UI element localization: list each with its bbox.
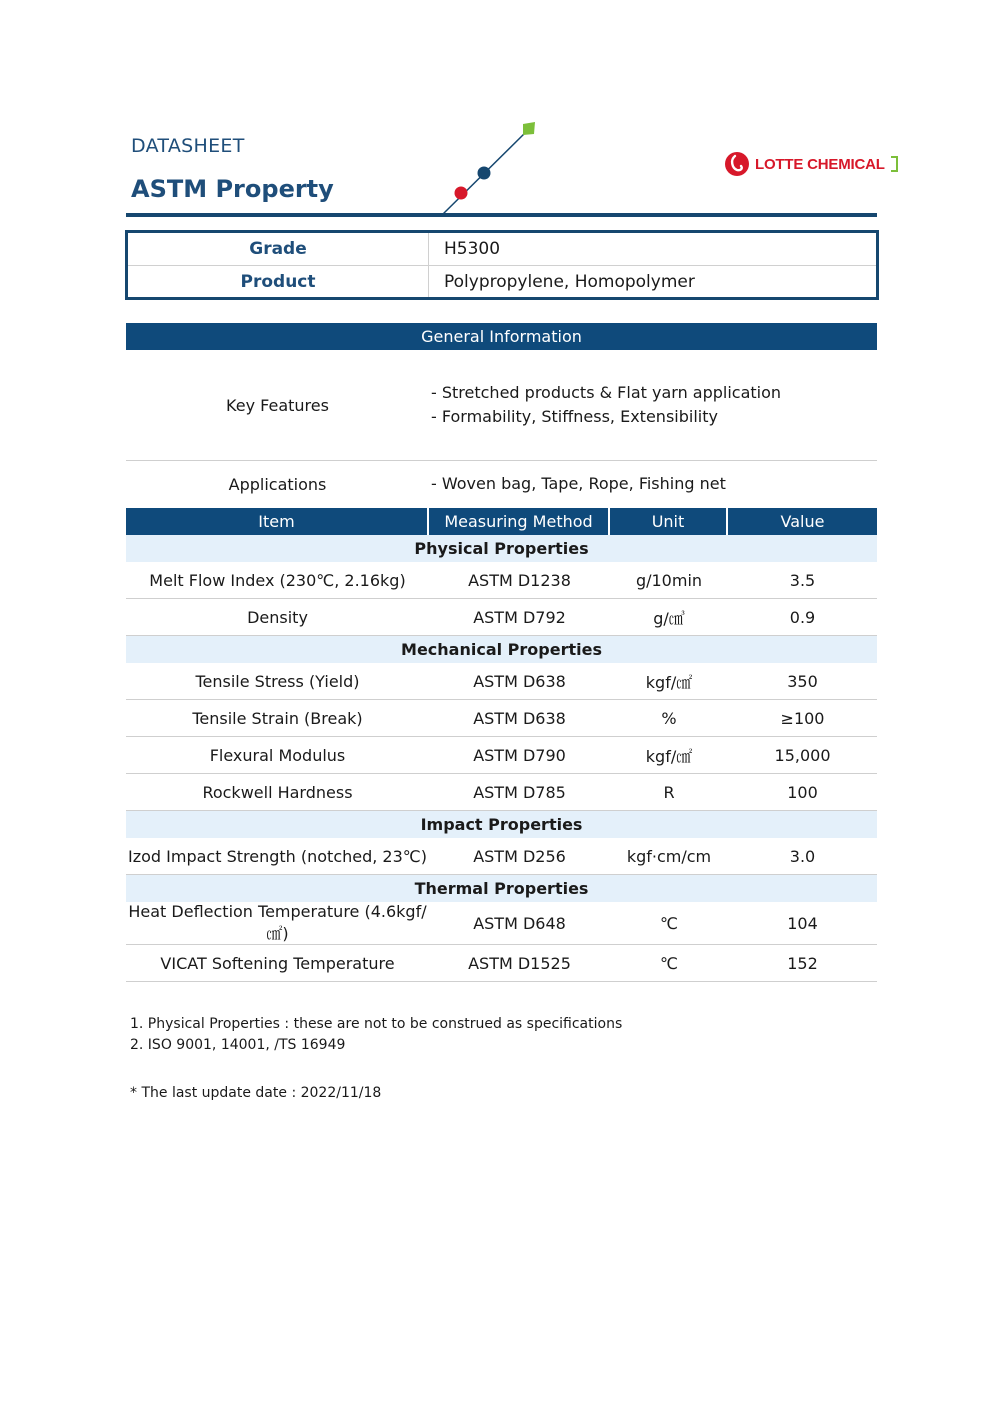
table-row	[126, 663, 877, 700]
key-feature-item: - Stretched products & Flat yarn application	[431, 383, 782, 402]
cell-item: Density	[126, 599, 429, 636]
divider	[126, 460, 877, 461]
cell-method: ASTM D638	[429, 663, 610, 700]
header-unit: Unit	[610, 508, 726, 535]
table-row	[126, 599, 877, 636]
product-row	[128, 266, 876, 297]
cell-item: VICAT Softening Temperature	[126, 945, 429, 982]
cell-method: ASTM D1525	[429, 945, 610, 982]
cell-item: Izod Impact Strength (notched, 23℃)	[126, 838, 429, 875]
properties-table-body	[126, 535, 877, 982]
key-features-label: Key Features	[226, 396, 329, 415]
cell-value: 3.0	[728, 838, 877, 875]
cell-method: ASTM D785	[429, 774, 610, 811]
footnote-line: 1. Physical Properties : these are not to be construed as specifications	[130, 1016, 623, 1032]
section-title: Physical Properties	[126, 535, 877, 562]
cell-unit: ℃	[610, 902, 728, 945]
grade-row	[128, 233, 876, 266]
section-row	[126, 636, 877, 664]
cell-value: 152	[728, 945, 877, 982]
header-value: Value	[728, 508, 877, 535]
cell-method: ASTM D1238	[429, 562, 610, 599]
footnotes	[130, 1014, 622, 1056]
cell-method: ASTM D638	[429, 700, 610, 737]
grade-label: Grade	[128, 233, 429, 265]
cell-value: 350	[728, 663, 877, 700]
applications-value: - Woven bag, Tape, Rope, Fishing net	[431, 474, 726, 493]
header-item: Item	[126, 508, 427, 535]
table-row	[126, 838, 877, 875]
cell-value: 15,000	[728, 737, 877, 774]
section-row	[126, 811, 877, 839]
cell-item: Rockwell Hardness	[126, 774, 429, 811]
cell-value: 0.9	[728, 599, 877, 636]
decorative-line-dots-icon	[436, 118, 546, 218]
table-row	[126, 737, 877, 774]
grade-product-box	[125, 230, 879, 300]
table-row	[126, 945, 877, 982]
logo-bracket-icon	[890, 156, 898, 172]
properties-table	[126, 535, 877, 982]
cell-item: Tensile Stress (Yield)	[126, 663, 429, 700]
cell-method: ASTM D790	[429, 737, 610, 774]
applications-label: Applications	[228, 475, 327, 494]
product-label: Product	[128, 266, 429, 297]
cell-item: Melt Flow Index (230℃, 2.16kg)	[126, 562, 429, 599]
cell-item: Flexural Modulus	[126, 737, 429, 774]
cell-method: ASTM D648	[429, 902, 610, 945]
section-row	[126, 535, 877, 562]
table-row	[126, 562, 877, 599]
general-information-band: General Information	[126, 323, 877, 350]
header-rule	[126, 213, 877, 217]
cell-unit: kgf/㎠	[610, 663, 728, 700]
lotte-chemical-logo	[724, 150, 898, 178]
table-row	[126, 700, 877, 737]
lotte-logo-icon	[724, 150, 750, 178]
cell-unit: kgf·cm/cm	[610, 838, 728, 875]
page-title: ASTM Property	[131, 175, 334, 203]
section-title: Thermal Properties	[126, 875, 877, 903]
cell-unit: %	[610, 700, 728, 737]
table-row	[126, 774, 877, 811]
cell-unit: g/10min	[610, 562, 728, 599]
key-feature-item: - Formability, Stiffness, Extensibility	[431, 407, 718, 426]
cell-unit: g/㎤	[610, 599, 728, 636]
header-method: Measuring Method	[429, 508, 608, 535]
cell-item: Tensile Strain (Break)	[126, 700, 429, 737]
cell-item: Heat Deflection Temperature (4.6kgf/㎠)	[126, 902, 429, 945]
cell-method: ASTM D256	[429, 838, 610, 875]
product-value: Polypropylene, Homopolymer	[444, 272, 695, 292]
last-update-date: * The last update date : 2022/11/18	[130, 1085, 382, 1101]
section-row	[126, 875, 877, 903]
cell-unit: ℃	[610, 945, 728, 982]
section-title: Impact Properties	[126, 811, 877, 839]
cell-value: 100	[728, 774, 877, 811]
datasheet-kicker: DATASHEET	[131, 135, 245, 157]
grade-value: H5300	[444, 239, 501, 259]
cell-value: 104	[728, 902, 877, 945]
cell-unit: R	[610, 774, 728, 811]
cell-unit: kgf/㎠	[610, 737, 728, 774]
cell-method: ASTM D792	[429, 599, 610, 636]
cell-value: ≥100	[728, 700, 877, 737]
cell-value: 3.5	[728, 562, 877, 599]
section-title: Mechanical Properties	[126, 636, 877, 664]
key-features-list	[431, 381, 781, 429]
table-row	[126, 902, 877, 945]
logo-wordmark: LOTTE CHEMICAL	[755, 155, 885, 173]
footnote-line: 2. ISO 9001, 14001, /TS 16949	[130, 1037, 346, 1053]
